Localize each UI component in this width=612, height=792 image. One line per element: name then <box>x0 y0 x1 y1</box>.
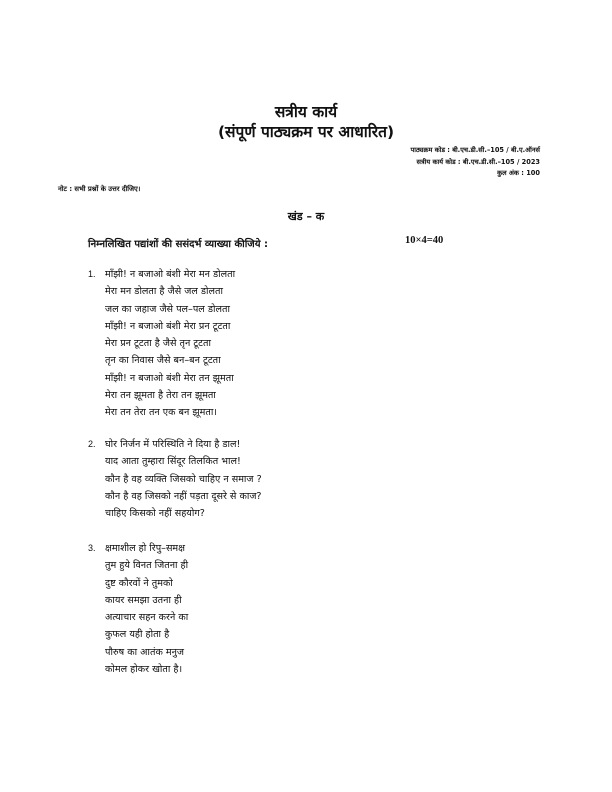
verse-line: याद आता तुम्हारा सिंदूर तिलकित भाल! <box>105 456 241 468</box>
verse-line: घोर निर्जन में परिस्थिति ने दिया है डाल! <box>105 439 241 450</box>
question-number: 1. <box>88 269 96 279</box>
verse-line: चाहिए किसको नहीं सहयोग? <box>105 508 205 520</box>
section-marks: 10×4=40 <box>405 235 444 246</box>
total-marks: कुल अंक : 100 <box>497 169 540 177</box>
course-meta <box>410 145 540 180</box>
note: नोट : सभी प्रश्नों के उत्तर दीजिए। <box>58 185 141 193</box>
verse-line: कौन है वह व्यक्ति जिसको चाहिए न समाज ? <box>105 473 262 485</box>
verse-line: कौन है वह जिसको नहीं पड़ता दूसरे से काज? <box>105 490 262 502</box>
verse-line: तुम हुये विनत जितना ही <box>105 560 189 572</box>
verse-line: कायर समझा उतना ही <box>105 594 182 606</box>
section-instruction: निम्नलिखित पद्यांशों की ससंदर्भ व्याख्या कीजिये : <box>88 239 269 250</box>
verse-line: मेरा प्रन टूटता है जैसे तृन टूटता <box>105 338 211 350</box>
verse-line: पौरुष का आतंक मनुज <box>105 646 185 658</box>
question-number: 2. <box>88 439 96 449</box>
question-1 <box>88 266 235 422</box>
verse-line: क्षमाशील हो रिपु–समक्ष <box>105 543 186 554</box>
verse-line: मेरा तन तेरा तन एक बन झूमता। <box>105 407 217 419</box>
verse-line: तृन का निवास जैसे बन–बन टूटता <box>105 355 221 367</box>
verse-line: दुष्ट कौरवों ने तुमको <box>105 577 173 589</box>
verse-line: जल का जहाज जैसे पल–पल डोलता <box>105 303 230 315</box>
question-3 <box>88 540 188 678</box>
section-title: खंड – क <box>287 210 325 223</box>
verse-line: मेरा तन झूमता है तेरा तन झूमता <box>105 390 216 402</box>
course-code: पाठ्यक्रम कोड : बी.एच.डी.सी.–105 / बी.ए.ऑनर्स <box>410 146 540 154</box>
verse-line: कुफल यही होता है <box>105 629 170 641</box>
document-subtitle: (संपूर्ण पाठ्यक्रम पर आधारित) <box>217 123 395 141</box>
verse-line: माँझी! न बजाओ बंशी मेरा मन डोलता <box>105 269 236 280</box>
verse-line: माँझी! न बजाओ बंशी मेरा प्रन टूटता <box>105 320 231 332</box>
question-2 <box>88 436 262 522</box>
question-number: 3. <box>88 543 96 553</box>
document-title: सत्रीय कार्य <box>274 103 338 121</box>
verse-line: मेरा मन डोलता है जैसे जल डोलता <box>105 286 223 298</box>
verse-line: अत्याचार सहन करने का <box>105 612 189 624</box>
verse-line: माँझी! न बजाओ बंशी मेरा तन झूमता <box>105 372 234 384</box>
verse-line: कोमल होकर खोता है। <box>105 664 183 676</box>
assignment-code: सत्रीय कार्य कोड : बी.एच.डी.सी.–105 / 2023 <box>416 157 540 166</box>
